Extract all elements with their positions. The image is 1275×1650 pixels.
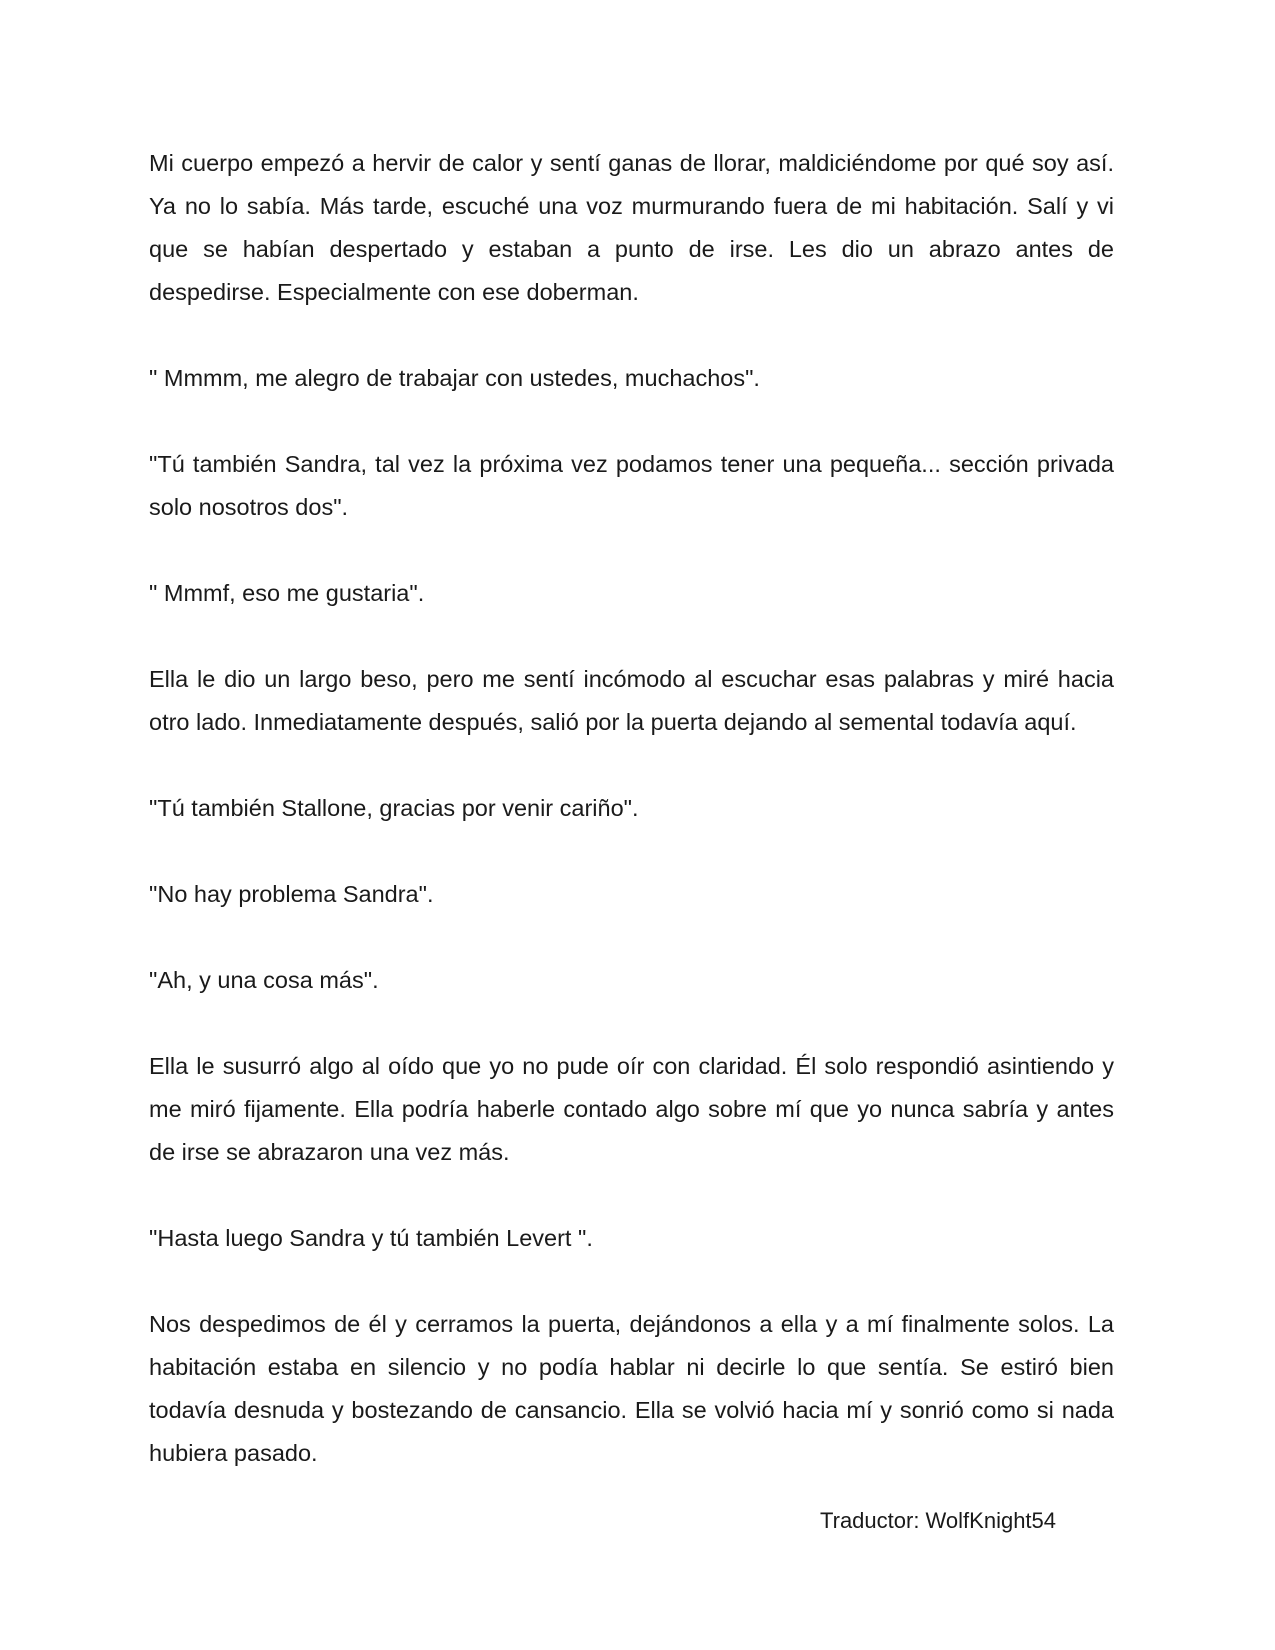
dialogue-line: " Mmmf, eso me gustaria". [149,580,425,606]
paragraph: Ella le dio un largo beso, pero me sentí incómodo al escuchar esas palabras y miré hacia otro lado. Inmediatamente después, salió por la puerta dejando al semental todavía aquí. [149,666,1114,735]
dialogue-line: "Hasta luego Sandra y tú también Levert ". [149,1225,593,1251]
story-text [149,142,1114,1518]
dialogue-line: " Mmmm, me alegro de trabajar con ustedes, muchachos". [149,365,760,391]
dialogue-line: "Tú también Sandra, tal vez la próxima vez podamos tener una pequeña... sección privada solo nosotros dos". [149,451,1114,520]
paragraph: Ella le susurró algo al oído que yo no pude oír con claridad. Él solo respondió asintiendo y me miró fijamente. Ella podría haberle contado algo sobre mí que yo nunca sabría y antes de irse se abrazaron una vez más. [149,1053,1114,1165]
translator-credit: Traductor: WolfKnight54 [820,1508,1057,1533]
paragraph: Mi cuerpo empezó a hervir de calor y sentí ganas de llorar, maldiciéndome por qué soy así. Ya no lo sabía. Más tarde, escuché una voz murmurando fuera de mi habitación. Salí y vi que se habían despertado y estaban a punto de irse. Les dio un abrazo antes de despedirse. Especialmente con ese doberman. [149,150,1114,305]
dialogue-line: "Tú también Stallone, gracias por venir cariño". [149,795,639,821]
dialogue-line: "Ah, y una cosa más". [149,967,379,993]
dialogue-line: "No hay problema Sandra". [149,881,434,907]
paragraph: Nos despedimos de él y cerramos la puerta, dejándonos a ella y a mí finalmente solos. La habitación estaba en silencio y no podía hablar ni decirle lo que sentía. Se estiró bien todavía desnuda y bostezando de cansancio. Ella se volvió hacia mí y sonrió como si nada hubiera pasado. [149,1311,1114,1466]
